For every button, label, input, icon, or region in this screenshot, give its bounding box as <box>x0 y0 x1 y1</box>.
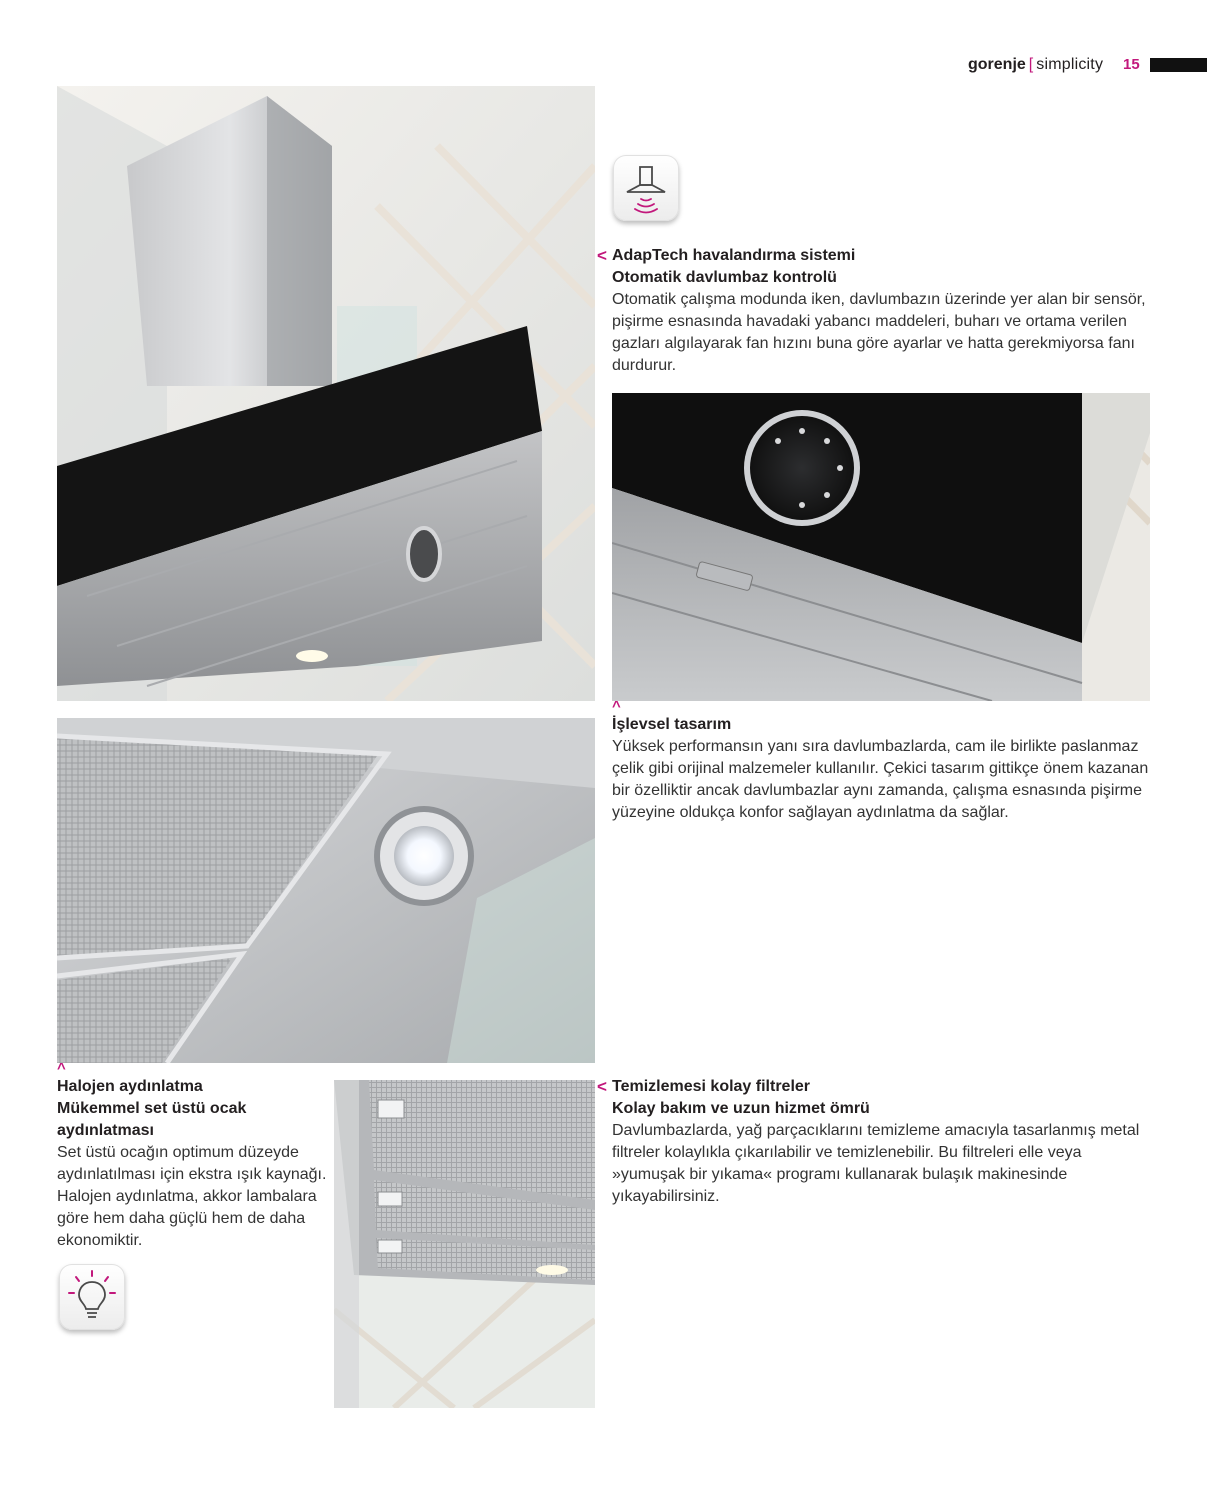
hood-dial-photo <box>612 393 1150 701</box>
filtreler-section <box>597 1076 1157 1208</box>
filtreler-body: Davlumbazlarda, yağ parçacıklarını temizleme amacıyla tasarlanmış metal filtreler kolaylıkla çıkarılabilir ve temizlenebilir. Bu filtreleri elle veya »yumuşak bir yıkama« programı kullanarak bulaşık makinesinde yıkayabilirsiniz. <box>612 1122 1140 1205</box>
brand-series: simplicity <box>1036 56 1104 73</box>
halojen-section <box>57 1060 327 1252</box>
hood-sensor-icon <box>613 155 679 221</box>
halojen-body: Set üstü ocağın optimum düzeyde aydınlatılması için ekstra ışık kaynağı. Halojen aydınlatma, akkor lambalara göre hem daha güçlü hem de daha ekonomiktir. <box>57 1144 327 1249</box>
brand-logo <box>968 54 1103 76</box>
filtreler-marker: < <box>597 1077 607 1096</box>
adaptech-title: AdapTech havalandırma sistemi <box>612 247 856 264</box>
page-bar <box>1150 58 1207 72</box>
adaptech-body: Otomatik çalışma modunda iken, davlumbazın üzerinde yer alan bir sensör, pişirme esnasında havadaki yabancı maddeleri, buharı ve ortama verilen gazları algılayarak fan hızını buna göre ayarlar ve hatta gerekmiyorsa fanı durdurur. <box>612 291 1146 374</box>
halojen-marker: ^ <box>57 1060 66 1077</box>
brand-separator: [ <box>1028 56 1034 73</box>
halogen-light-photo <box>57 718 595 1063</box>
brand-name: gorenje <box>968 56 1026 73</box>
islevsel-marker: ^ <box>612 698 621 715</box>
filters-photo <box>334 1080 595 1408</box>
halojen-subtitle: Mükemmel set üstü ocak aydınlatması <box>57 1100 247 1139</box>
islevsel-body: Yüksek performansın yanı sıra davlumbazlarda, cam ile birlikte paslanmaz çelik gibi orijinal malzemeler kullanılır. Çekici tasarım gittikçe önem kazanan bir özelliktir ancak davlumbazlar aynı zamanda, çalışma esnasında pişirme yüzeyine oldukça konfor sağlayan aydınlatma da sağlar. <box>612 738 1149 821</box>
light-bulb-icon <box>59 1264 125 1330</box>
halojen-title: Halojen aydınlatma <box>57 1078 203 1095</box>
filtreler-subtitle: Kolay bakım ve uzun hizmet ömrü <box>612 1100 870 1117</box>
adaptech-marker: < <box>597 246 607 265</box>
adaptech-subtitle: Otomatik davlumbaz kontrolü <box>612 269 837 286</box>
page-number: 15 <box>1123 56 1140 73</box>
islevsel-section <box>612 698 1157 824</box>
hood-main-photo <box>57 86 595 701</box>
adaptech-section <box>597 245 1157 377</box>
filtreler-title: Temizlemesi kolay filtreler <box>612 1078 811 1095</box>
islevsel-title: İşlevsel tasarım <box>612 716 732 733</box>
